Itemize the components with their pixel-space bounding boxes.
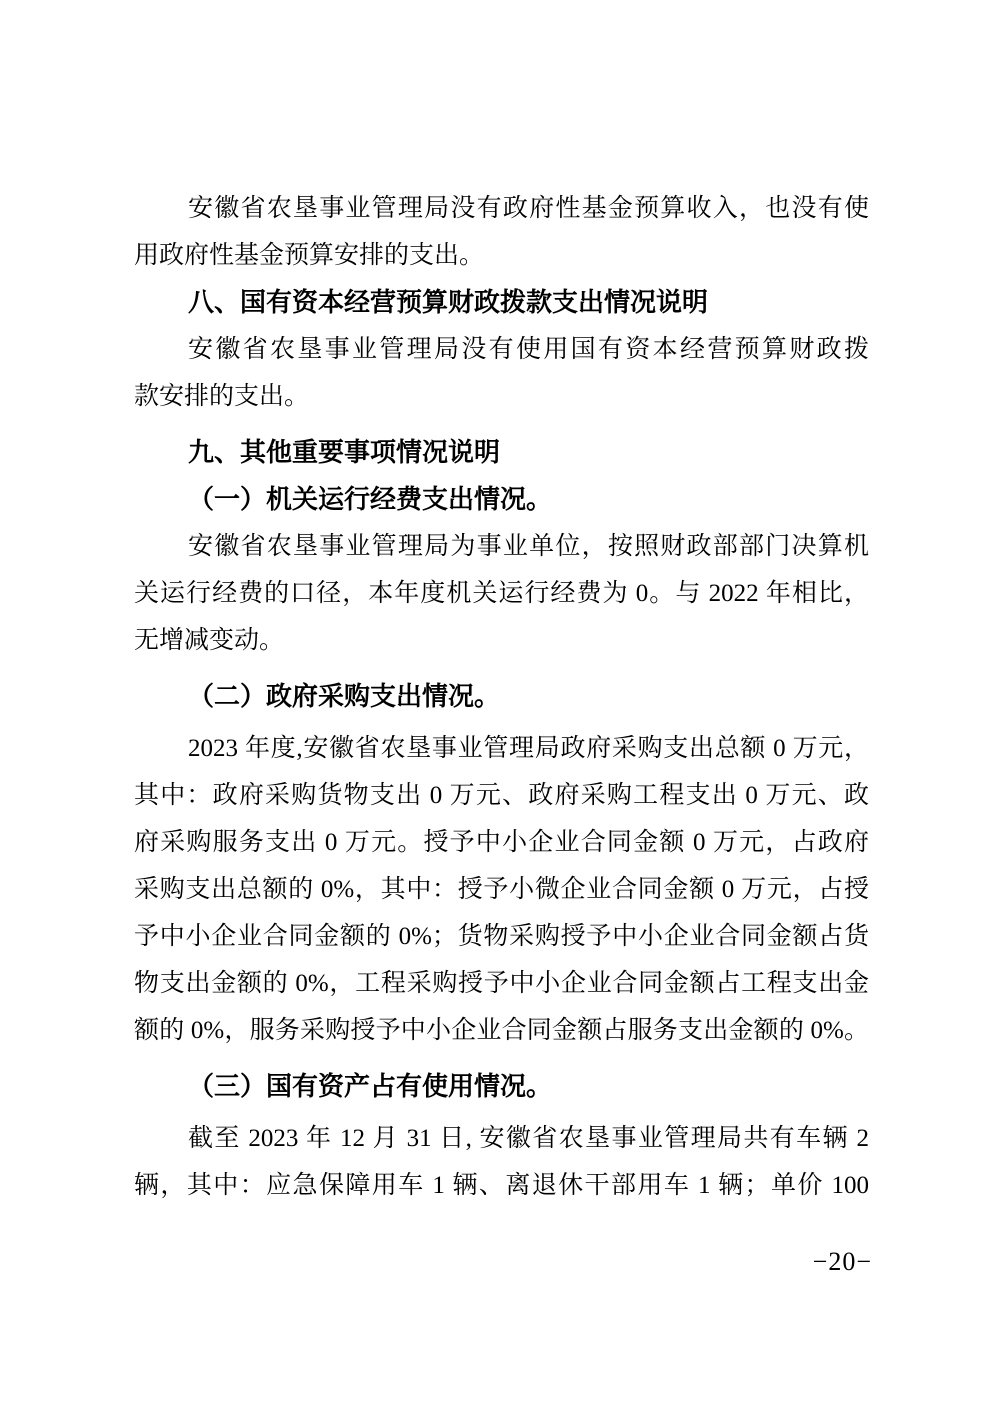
text-line: 截至 2023 年 12 月 31 日, 安徽省农垦事业管理局共有车辆 2: [188, 1125, 869, 1152]
document-body: [134, 185, 869, 1209]
page-number: −20−: [812, 1247, 872, 1276]
text-line: 额的 0%，服务采购授予中小企业合同金额占服务支出金额的 0%。: [134, 1017, 869, 1044]
text-line: 予中小企业合同金额的 0%；货物采购授予中小企业合同金额占货: [134, 923, 869, 950]
section-heading: 八、国有资本经营预算财政拨款支出情况说明: [188, 287, 709, 317]
text-line: 其中：政府采购货物支出 0 万元、政府采购工程支出 0 万元、政: [134, 782, 869, 809]
text-line: 物支出金额的 0%，工程采购授予中小企业合同金额占工程支出金: [134, 970, 869, 997]
text-line: 关运行经费的口径，本年度机关运行经费为 0。与 2022 年相比，: [134, 580, 869, 607]
text-line: 安徽省农垦事业管理局为事业单位，按照财政部部门决算机: [188, 533, 869, 560]
text-line: 用政府性基金预算安排的支出。: [134, 242, 485, 269]
sub-section-heading: （三）国有资产占有使用情况。: [188, 1072, 553, 1101]
sub-section-heading: （二）政府采购支出情况。: [188, 682, 501, 711]
text-line: 辆，其中：应急保障用车 1 辆、离退休干部用车 1 辆；单价 100: [134, 1172, 869, 1199]
text-line: 安徽省农垦事业管理局没有使用国有资本经营预算财政拨: [188, 336, 869, 363]
text-line: 款安排的支出。: [134, 383, 310, 410]
text-line: 2023 年度,安徽省农垦事业管理局政府采购支出总额 0 万元，: [188, 735, 869, 762]
text-line: 无增减变动。: [134, 627, 285, 654]
sub-section-heading: （一）机关运行经费支出情况。: [188, 485, 553, 514]
text-line: 安徽省农垦事业管理局没有政府性基金预算收入，也没有使: [188, 195, 869, 222]
section-heading: 九、其他重要事项情况说明: [188, 437, 501, 467]
text-line: 采购支出总额的 0%，其中：授予小微企业合同金额 0 万元，占授: [134, 876, 869, 903]
text-line: 府采购服务支出 0 万元。授予中小企业合同金额 0 万元，占政府: [134, 829, 869, 856]
